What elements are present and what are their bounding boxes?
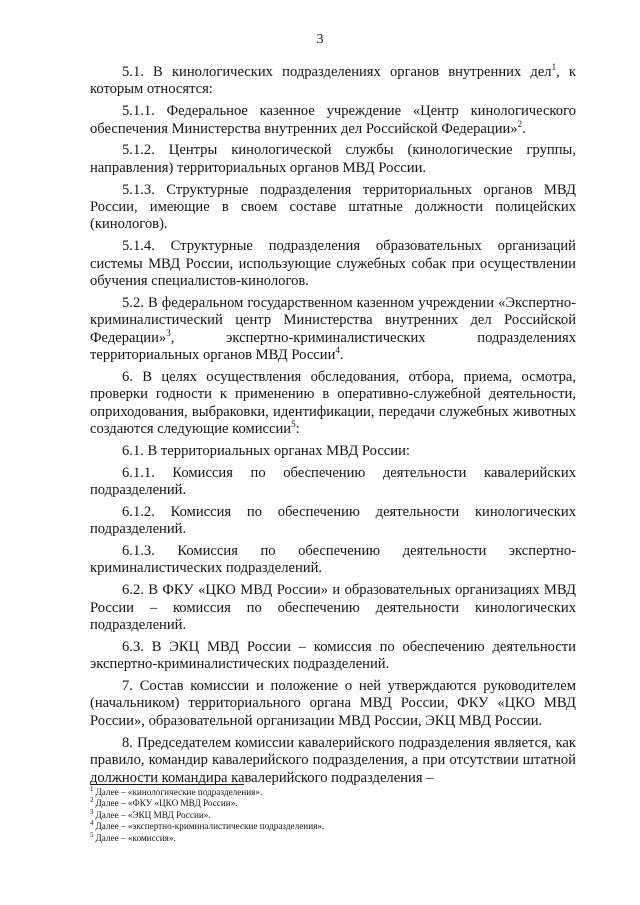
paragraph-tail: : <box>295 421 300 438</box>
paragraph-tail: . <box>522 120 526 137</box>
footnote-number: 3 <box>90 807 94 816</box>
paragraph-text: 6.2. В ФКУ «ЦКО МВД России» и образовательных организациях МВД России – комиссия по обеспечению деятельности кинологических подразделений. <box>90 582 576 634</box>
footnote-1 <box>90 784 576 798</box>
paragraph-8 <box>90 735 576 787</box>
paragraph-5-1-1 <box>90 103 576 138</box>
paragraph-text: 7. Состав комиссии и положение о ней утверждаются руководителем (начальником) территориального органа МВД России, ФКУ «ЦКО МВД России», образовательной организации МВД России, ЭКЦ МВД России. <box>90 678 576 729</box>
paragraph-6-1-3 <box>90 543 576 578</box>
footnote-text: Далее – «кинологические подразделения». <box>95 787 263 797</box>
paragraph-5-1 <box>90 64 576 99</box>
paragraph-6-1-1 <box>90 465 576 500</box>
document-body <box>90 64 576 791</box>
page-number: 3 <box>316 32 324 47</box>
paragraph-text: 6.3. В ЭКЦ МВД России – комиссия по обеспечению деятельности экспертно-криминалистических подразделений. <box>90 638 576 673</box>
paragraph-text: 5.1. В кинологических подразделениях органов внутренних дел <box>122 64 552 80</box>
paragraph-7 <box>90 678 576 730</box>
footnote-ref-4: 4 <box>335 345 340 356</box>
paragraph-5-1-3 <box>90 182 576 234</box>
footnote-2 <box>90 798 576 809</box>
paragraph-text: 5.1.4. Структурные подразделения образовательных организаций системы МВД России, использующие служебных собак при осуществлении обучения специалистов-кинологов. <box>90 238 576 290</box>
paragraph-5-2 <box>90 295 576 365</box>
paragraph-tail: . <box>339 347 344 364</box>
paragraph-5-1-4 <box>90 238 576 290</box>
footnote-ref-3: 3 <box>166 327 171 338</box>
paragraph-text: 5.1.2. Центры кинологической службы (кинологические группы, направления) территориальных органов МВД России. <box>90 142 576 176</box>
paragraph-6-1-2 <box>90 504 576 539</box>
footnote-ref-5: 5 <box>291 419 296 430</box>
paragraph-text: 6.1.1. Комиссия по обеспечению деятельности кавалерийских подразделений. <box>90 464 576 499</box>
paragraph-text: 5.2. В федеральном государственном казенном учреждении «Экспертно-криминалистический центр Министерства внутренних дел Российской Федерации» <box>90 294 576 346</box>
footnote-number: 4 <box>90 819 94 828</box>
footnote-number: 2 <box>90 796 94 805</box>
footnote-4 <box>90 821 576 832</box>
paragraph-6 <box>90 369 576 439</box>
paragraph-6-1 <box>90 443 576 460</box>
paragraph-tail: , к которым относятся: <box>90 64 576 98</box>
paragraph-text: 8. Председателем комиссии кавалерийского подразделения является, как правило, командир кавалерийского подразделения, а при отсутствии штатной должности командира кавалерийского подразделения – <box>90 734 576 786</box>
paragraph-text: 6.1.3. Комиссия по обеспечению деятельности экспертно-криминалистических подразделений. <box>90 543 576 577</box>
paragraph-text: 5.1.1. Федеральное казенное учреждение «Центр кинологического обеспечения Министерства внутренних дел Российской Федерации» <box>90 103 576 137</box>
paragraph-5-1-2 <box>90 142 576 177</box>
paragraph-6-2 <box>90 582 576 634</box>
footnote-number: 1 <box>90 784 94 793</box>
footnote-3 <box>90 807 576 821</box>
paragraph-text: 6. В целях осуществления обследования, отбора, приема, осмотра, проверки годности к применению в оперативно-служебной деятельности, оприходования, выбраковки, идентификации, передачи служебных животных создаются следующие комиссии <box>90 368 576 438</box>
paragraph-text: 6.1. В территориальных органах МВД России: <box>122 442 410 459</box>
paragraph-text: 5.1.3. Структурные подразделения территориальных органов МВД России, имеющие в своем составе штатные должности полицейских (кинологов). <box>90 181 576 233</box>
footnote-ref-1: 1 <box>551 62 557 73</box>
footnote-text: Далее – «ФКУ «ЦКО МВД России». <box>95 798 238 809</box>
paragraph-6-3 <box>90 639 576 674</box>
footnote-separator <box>90 784 244 785</box>
paragraph-tail: , экспертно-криминалистических подразделениях территориальных органов МВД России <box>90 329 576 364</box>
paragraph-text: 6.1.2. Комиссия по обеспечению деятельности кинологических подразделений. <box>90 503 576 538</box>
footnotes <box>90 784 576 844</box>
footnote-text: Далее – «ЭКЦ МВД России». <box>95 809 211 820</box>
footnote-text: Далее – «экспертно-криминалистические подразделения». <box>95 821 325 832</box>
footnote-5 <box>90 830 576 844</box>
footnote-number: 5 <box>90 830 94 839</box>
footnote-text: Далее – «комиссия». <box>95 832 176 843</box>
footnote-ref-2: 2 <box>517 118 523 129</box>
